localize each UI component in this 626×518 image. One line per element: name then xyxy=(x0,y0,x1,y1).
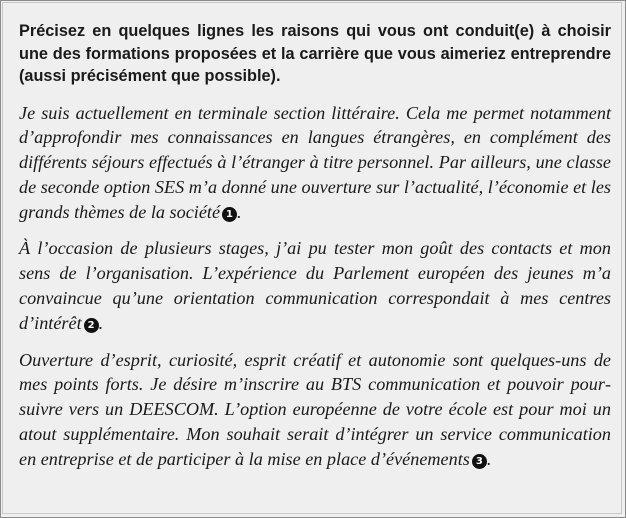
answer-paragraph-1: Je suis actuellement en terminale section littéraire. Cela me permet notamment d’approfondir mes connaissances en langues étrangères, en complément des différents séjours effectués à l’étranger à titre personnel. Par ailleurs, une classe de seconde option SES m’a donné une ouverture sur l’actualité, l’économie et les grands thèmes de la société 1 . xyxy=(19,102,611,222)
answer-paragraph-3: Ouverture d’esprit, curiosité, esprit créatif et autonomie sont quelques-uns de mes points forts. Je désire m’inscrire au BTS communication et pouvoir poursuivre vers un DEESCOM. L’option européenne de votre école est pour moi un atout supplémentaire. Mon souhait serait d’intégrer un service communication en entreprise et de participer à la mise en place d’événements 3 . xyxy=(19,349,611,469)
callout-marker-2: 2 xyxy=(84,318,99,333)
document-box xyxy=(2,2,622,514)
callout-marker-1: 1 xyxy=(222,207,237,222)
callout-marker-3: 3 xyxy=(472,454,487,469)
answer-paragraph-2: À l’occasion de plusieurs stages, j’ai pu tester mon goût des contacts et mon sens de l’organisation. L’expérience du Parlement européen des jeunes m’a convaincue qu’une orientation communication correspondait à mes centres d’intérêt 2 . xyxy=(19,238,611,333)
answer-text-2: À l’occasion de plusieurs stages, j’ai pu tester mon goût des contacts et mon sens de l’organisation. L’expérience du Parlement européen des jeunes m’a convaincue qu’une orientation communication correspondait à mes centres d’intérêt xyxy=(19,238,611,333)
form-question: Précisez en quelques lignes les raisons qui vous ont conduit(e) à choisir une des formations proposées et la carrière que vous aimeriez entreprendre (aussi précisément que possible). xyxy=(19,22,611,85)
answer-text-1: Je suis actuellement en terminale section littéraire. Cela me permet notamment d’approfondir mes connaissances en langues étrangères, en complément des différents séjours effectués à l’étranger à titre personnel. Par ailleurs, une classe de seconde option SES m’a donné une ouverture sur l’actualité, l’économie et les grands thèmes de la société xyxy=(19,102,611,222)
answer-text-3: Ouverture d’esprit, curiosité, esprit créatif et autonomie sont quelques-uns de mes points forts. Je désire m’inscrire au BTS communication et pouvoir poursuivre vers un DEESCOM. L’option européenne de votre école est pour moi un atout supplémentaire. Mon souhait serait d’intégrer un service communication en entreprise et de participer à la mise en place d’événements xyxy=(19,349,611,469)
